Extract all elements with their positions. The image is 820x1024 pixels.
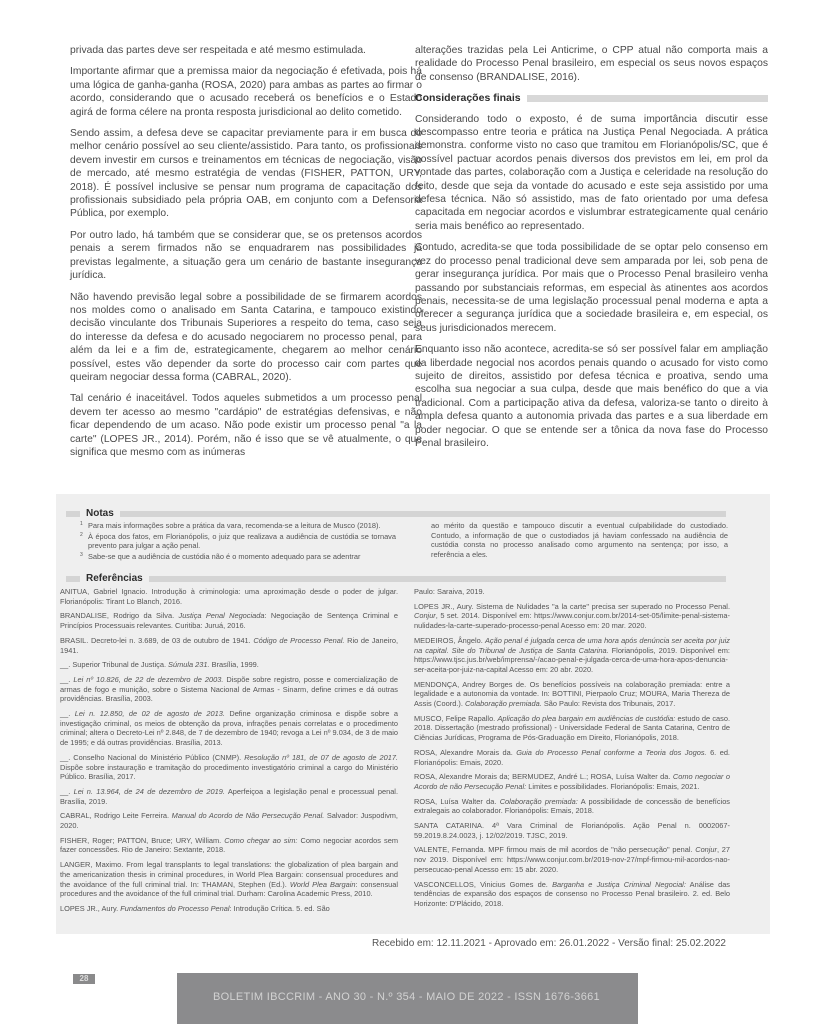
reference-title: Conjur — [695, 845, 718, 855]
reference-entry — [60, 660, 398, 670]
reference-entry — [60, 904, 398, 914]
reference-text: MUSCO, Felipe Rapallo. — [414, 713, 498, 723]
references-right-column — [414, 587, 730, 914]
reference-text: ROSA, Alexandre Morais da; BERMUDEZ, André L.; ROSA, Luísa Walter da. — [414, 772, 673, 782]
reference-text: ROSA, Luísa Walter da. — [414, 796, 500, 806]
reference-entry — [414, 821, 730, 840]
reference-text: LANGER, Maximo. From legal transplants to legal translations: the globalization of plea bargain and the americanization thesis in criminal procedures, in World Plea Bargain: consensual procedures and the avoidance of the full criminal trial. In: THAMAN, Stephen (Ed.). — [60, 860, 398, 889]
reference-entry — [414, 587, 730, 597]
reference-text: Como negociar acordos sem fazer concessões. Rio de Janeiro: Sextante, 2018. — [60, 835, 398, 855]
reference-text: MENDONÇA, Andrey Borges de. Os benefícios possíveis na colaboração premiada: entre a legalidade e a autonomia da vontade. In: BOTTINI, Pierpaolo Cruz; MOURA, Maria Thereza de Assis (Coord.). — [414, 679, 730, 709]
reference-entry — [414, 797, 730, 816]
note-text: Sabe-se que a audiência de custódia não é o momento adequado para se adentrar — [88, 551, 361, 561]
paragraph: Considerando todo o exposto, é de suma importância discutir esse descompasso entre teoria e prática na Justiça Penal Negociada. A prática demonstra. conforme visto no caso que tramitou em Florianópolis/SC, que é possível pactuar acordos penais diversos dos previstos em lei, em prol da vontade das partes, colaboração com a Justiça e celeridade na resolução do feito, desde que seja da vontade do acusado e este seja assistido por uma defesa técnica. Não só assistido, mas de fato orientado por uma defesa capacitada em negociar acordos e vislumbrar estrategicamente qual cenário seria mais benéfico ao representado. — [415, 113, 768, 232]
reference-text: __. — [60, 709, 75, 719]
page-number: 28 — [73, 974, 95, 984]
paragraph: Tal cenário é inaceitável. Todos aqueles submetidos a um processo penal devem ter acesso ao mesmo "cardápio" de estratégias defensivas, e não ficar dependendo de um acaso. Não pode existir um processo penal "a la carte" (LOPES JR., 2014). Porém, não é isso que se vê atualmente, o que significa que mesmo com as inúmeras — [70, 393, 422, 458]
references-title: Referências — [86, 573, 143, 584]
left-text-column — [70, 44, 422, 467]
reference-entry — [60, 675, 398, 704]
reference-title: Como chegar ao sim: — [224, 835, 298, 845]
reference-title: Guia do Processo Penal conforme a Teoria dos Jogos. — [516, 747, 707, 757]
references-heading — [66, 573, 726, 584]
reference-text: Define organização criminosa e dispõe sobre a investigação criminal, os meios de obtenção da prova, infrações penais correlatas e o procedimento criminal; altera o Decreto-Lei nº 2.848, de 7 de dezembro de 1940; revoga a Lei nº 9.034, de 3 de maio de 1995; e dá outras providências. Brasília, 2013. — [60, 709, 398, 748]
reference-text: : Negociação de Sentença Criminal e Princípios Processuais relevantes. Curitiba: Juruá, 2016. — [60, 611, 399, 631]
reference-text: Florianópolis, 2019. Disponível em: https://www.tjsc.jus.br/web/imprensa/-/acao-penal-e-julgada-cerca-de-uma-hora-apos-denuncia-ser-aceita-por-juiz-na-capital Acesso em: 20 abr. 2020. — [414, 645, 730, 674]
notes-list — [80, 521, 396, 562]
section-title: Considerações finais — [415, 92, 521, 105]
note-item — [80, 521, 396, 531]
note-number: 2 — [80, 531, 83, 538]
right-text-column — [415, 44, 768, 458]
paragraph: Não havendo previsão legal sobre a possibilidade de se firmarem acordos nos moldes como o analisado em Santa Catarina, e tampouco existindo decisão vinculante dos Tribunais Superiores a respeito do tema, caso seja do interesse da defesa e do acusado negociarem no processo penal, para além da lei e a fim de, estrategicamente, chegarem ao melhor cenário possível, estes vão depender da sorte do processo cair com partes que queiram negociar dessa forma (CABRAL, 2020). — [70, 291, 422, 383]
reference-entry — [60, 860, 398, 899]
paragraph: alterações trazidas pela Lei Anticrime, o CPP atual não comporta mais a realidade do Processo Penal brasileiro, em especial os seus novos espaços de consenso (BRANDALISE, 2016). — [415, 45, 768, 83]
reference-entry — [60, 836, 398, 855]
paragraph: Contudo, acredita-se que toda possibilidade de se optar pelo consenso em vez do processo penal tradicional deve sem amparada por lei, sob pena de gerar insegurança jurídica. Por mais que o Processo Penal brasileiro venha passando por substanciais reformas, em especial às atinentes aos acordos penais, necessita-se de uma legislação processual penal moderna e apta a oferecer a segurança jurídica que a sociedade brasileira e, em especial, os seus jurisdicionados merecem. — [415, 242, 768, 334]
paragraph: Enquanto isso não acontece, acredita-se só ser possível falar em ampliação da liberdade negocial nos acordos penais quando o acusado for visto como sujeito de direitos, assistido por defesa técnica e proativa, sendo uma escolha sua negociar a sua culpa, desde que mais benéfico do que a via tradicional. Com a participação ativa da defesa, valoriza-se tanto o direito à ampla defesa quanto a autonomia privada das partes e a sua liberdade em poder negociar. O que se entende ser a tônica da nova fase do Processo Penal brasileiro. — [415, 344, 768, 449]
heading-rule — [149, 576, 726, 582]
reference-text: __. Superior Tribunal de Justiça. — [60, 660, 169, 670]
reference-title: World Plea Bargain — [289, 879, 356, 889]
reference-title: Ação penal é julgada cerca de uma hora após denúncia ser aceita por juiz na capital. Site do Tribunal de Justiça de Santa Catarina. — [414, 635, 730, 655]
reference-entry — [414, 714, 730, 743]
note-continuation: ao mérito da questão e tampouco discutir a eventual culpabilidade do custodiado. Contudo, a informação de que o custodiados já haviam confessado na audiência de custódia consta no processo analisado como argumento na sentença; por isso, a referência a eles. — [431, 521, 728, 559]
reference-text: Salvador: Juspodivm, 2020. — [60, 811, 398, 831]
reference-title: Lei n. 13.964, de 24 de dezembro de 2019. — [73, 786, 225, 796]
references-left-column — [60, 587, 398, 919]
reference-text: , 5 set. 2014. Disponível em: https://www.conjur.com.br/2014-set-05/limite-penal-sistema-nulidades-la-carte-superado-processo-penal Acesso em: 20 mar. 2020. — [414, 611, 730, 631]
notes-title: Notas — [86, 508, 114, 519]
reference-text: Aperfeiçoa a legislação penal e processual penal. Brasília, 2019. — [60, 786, 398, 806]
note-text: Para mais informações sobre a prática da vara, recomenda-se a leitura de Musco (2018). — [88, 521, 381, 530]
notes-heading — [66, 508, 726, 519]
reference-text: FISHER, Roger; PATTON, Bruce; URY, William. — [60, 835, 225, 845]
paragraph: Importante afirmar que a premissa maior da negociação é efetivada, pois há uma lógica de ganha-ganha (ROSA, 2020) para ambas as partes ao firmar o acordo, considerando que o acusado receberá os benefícios e o Estado agirá de forma célere na pronta resposta jurisdicional ao delito cometido. — [70, 66, 422, 118]
reference-entry — [60, 636, 398, 655]
reference-entry — [60, 753, 398, 782]
reference-text: __. — [60, 786, 74, 796]
reference-text: São Paulo: Revista dos Tribunais, 2017. — [541, 699, 676, 709]
reference-entry — [60, 811, 398, 830]
reference-entry — [60, 611, 398, 630]
reference-text: A possibilidade de concessão de benefícios extralegais ao colaborador. Florianópolis: Emais, 2018. — [414, 796, 730, 816]
note-number: 1 — [80, 521, 83, 527]
reference-title: Resolução nº 181, de 07 de agosto de 2017. — [244, 752, 398, 762]
reference-text: : consensual procedures and the avoidance of the full criminal trial. Durham: Carolina Academic Press, 2010. — [60, 879, 398, 899]
reference-entry — [414, 772, 730, 791]
reference-title: Lei n. 12.850, de 02 de agosto de 2013. — [74, 709, 225, 719]
reference-entry — [414, 748, 730, 767]
reference-title: Colaboração premiada: — [499, 796, 578, 806]
reference-text: LOPES JR., Aury. — [60, 903, 121, 913]
paragraph: Sendo assim, a defesa deve se capacitar previamente para ir em busca do melhor cenário possível ao seu cliente/assistido. Para tanto, os profissionais devem investir em cursos e treinamentos em técnicas de negociação, visão de mercado, até mesmo estratégia de vendas (FISHER, PATTON, URY, 2018). É possível inclusive se pensar num programa de capacitação dos profissionais subsidiado pela própria OAB, em conjunto com a Defensoria Pública, por exemplo. — [70, 128, 422, 220]
heading-rule — [66, 576, 80, 582]
reference-title: Colaboração premiada. — [464, 699, 542, 709]
reference-text: VASCONCELLOS, Vinicius Gomes de. — [414, 879, 553, 889]
reference-title: Fundamentos do Processo Penal — [120, 903, 230, 913]
reference-title: Lei nº 10.826, de 22 de dezembro de 2003. — [73, 674, 224, 684]
reference-text: MEDEIROS, Ângelo. — [414, 635, 485, 645]
note-item — [80, 552, 396, 562]
reference-text: ROSA, Alexandre Morais da. — [414, 747, 517, 757]
heading-rule — [527, 95, 768, 102]
reference-entry — [414, 636, 730, 675]
reference-entry — [414, 880, 730, 909]
reference-entry — [414, 602, 730, 631]
reference-text: LOPES JR., Aury. Sistema de Nulidades "a la carte" precisa ser superado no Processo Penal. — [414, 601, 730, 611]
reference-title: Súmula 231. — [168, 660, 210, 670]
reference-title: Código de Processo Penal. — [253, 635, 345, 645]
reference-title: Barganha e Justiça Criminal Negocial: — [552, 879, 686, 889]
reference-text: BRASIL. Decreto-lei n. 3.689, de 03 de outubro de 1941. — [60, 635, 254, 645]
reference-text: __. — [60, 674, 74, 684]
reference-text: Brasília, 1999. — [209, 660, 259, 670]
paragraph: privada das partes deve ser respeitada e até mesmo estimulada. — [70, 45, 366, 56]
reference-title: Como negociar o Acordo de não Persecução Penal: — [414, 772, 730, 791]
reference-text: CABRAL, Rodrigo Leite Ferreira. — [60, 811, 172, 821]
reference-text: 6. ed. Florianópolis: Emais, 2020. — [414, 747, 730, 767]
reference-entry — [414, 680, 730, 709]
reference-title: Conjur — [414, 611, 436, 621]
reference-text: Análise das tendências de expansão dos espaços de consenso no Processo Penal brasileiro. 2. ed. Belo Horizonte: D'Plácido, 2018. — [414, 879, 731, 908]
reference-text: SANTA CATARINA. 4ª Vara Criminal de Florianópolis. Ação Penal n. 0002067-59.2019.8.24.0023, j. 12/02/2019. TJSC, 2019. — [414, 821, 730, 840]
footer-publication-info: BOLETIM IBCCRIM - ANO 30 - N.º 354 - MAIO DE 2022 - ISSN 1676-3661 — [213, 991, 600, 1003]
section-heading-consideracoes — [415, 92, 768, 105]
heading-rule — [120, 511, 726, 517]
reference-text: BRANDALISE, Rodrigo da Silva. — [60, 611, 179, 621]
reference-text: __. Conselho Nacional do Ministério Público (CNMP). — [60, 752, 245, 762]
reference-entry — [60, 587, 398, 606]
reference-text: Dispõe sobre instauração e tramitação do procedimento investigatório criminal a cargo do Ministério Público. Brasília, 2017. — [60, 762, 398, 782]
reference-text: , 27 nov 2019. Disponível em: https://www.conjur.com.br/2019-nov-27/mpf-firmou-mil-acordos-nao-persecucao-penal Acesso em: 15 abr. 2020. — [414, 845, 730, 874]
notes-and-references-box — [56, 494, 770, 934]
reference-text: Dispõe sobre registro, posse e comercialização de armas de fogo e munição, sobre o Sistema Nacional de Armas - Sinarm, define crimes e dá outras providências. Brasília, 2003. — [60, 674, 399, 704]
note-text: À época dos fatos, em Florianópolis, o juiz que realizava a audiência de custódia se tornava prevento para julgar a ação penal. — [88, 531, 396, 551]
paragraph: Por outro lado, há também que se considerar que, se os pretensos acordos penais a serem firmados não se enquadrarem nas possibilidades já previstas legalmente, a situação gera um cenário de bastante insegurança jurídica. — [70, 229, 422, 282]
reference-text: Paulo: Saraiva, 2019. — [414, 587, 485, 596]
reference-entry — [60, 709, 398, 748]
heading-rule — [66, 511, 80, 517]
reference-text: ANITUA, Gabriel Ignacio. Introdução à criminologia: uma aproximação desde o poder de julgar. Florianópolis: Tirant Lo Blanch, 2016. — [60, 587, 398, 606]
received-dates: Recebido em: 12.11.2021 - Aprovado em: 26.01.2022 - Versão final: 25.02.2022 — [372, 938, 726, 949]
reference-title: Aplicação do plea bargain em audiências de custódia: — [497, 713, 676, 723]
reference-text: estudo de caso. 2018. Dissertação (mestrado profissional) - Universidade Federal de Santa Catarina, Centro de Ciências Jurídicas, Programa de Pós-Graduação em Direito, Florianópolis, 2018. — [414, 713, 731, 743]
reference-entry — [414, 845, 730, 874]
reference-entry — [60, 787, 398, 806]
reference-title: Justiça Penal Negociada — [178, 611, 265, 621]
note-item — [80, 532, 396, 551]
footer-band — [177, 973, 638, 1024]
reference-text: Limites e possibilidades. Florianópolis: Emais, 2021. — [526, 781, 700, 791]
reference-text: VALENTE, Fernanda. MPF firmou mais de mil acordos de "não persecução" penal. — [414, 845, 696, 855]
note-number: 3 — [80, 551, 83, 558]
reference-text: Rio de Janeiro, 1941. — [60, 635, 398, 655]
reference-text: : Introdução Crítica. 5. ed. São — [229, 903, 330, 913]
reference-title: Manual do Acordo de Não Persecução Penal. — [171, 811, 325, 821]
